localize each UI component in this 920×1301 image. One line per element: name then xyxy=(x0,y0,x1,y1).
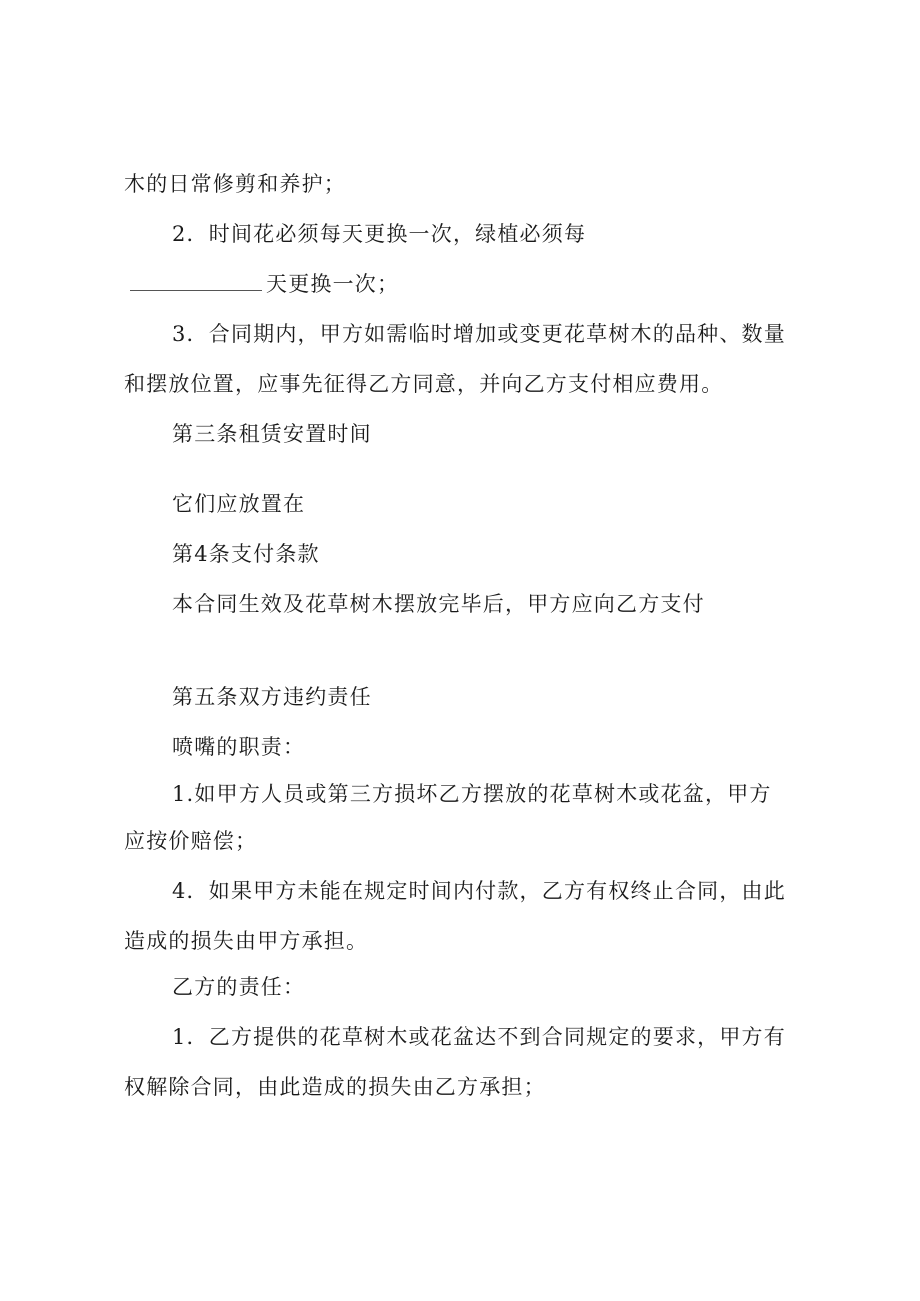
text-line: 和摆放位置，应事先征得乙方同意，并向乙方支付相应费用。 xyxy=(124,372,724,396)
text-line: 乙方的责任： xyxy=(172,975,306,999)
text-line: 3．合同期内，甲方如需临时增加或变更花草树木的品种、数量 xyxy=(172,322,786,346)
section-heading: 第五条双方违约责任 xyxy=(172,685,372,709)
text-line: 本合同生效及花草树木摆放完毕后，甲方应向乙方支付 xyxy=(172,592,705,616)
text-line: 喷嘴的职责： xyxy=(172,735,306,759)
text-line: 1.如甲方人员或第三方损坏乙方摆放的花草树木或花盆，甲方 xyxy=(172,782,772,806)
text-line: 1．乙方提供的花草树木或花盆达不到合同规定的要求，甲方有 xyxy=(172,1025,786,1049)
text-span: 天更换一次； xyxy=(266,272,400,296)
text-line: 木的日常修剪和养护； xyxy=(124,172,346,196)
text-line: 4．如果甲方未能在规定时间内付款，乙方有权终止合同，由此 xyxy=(172,879,786,903)
text-line-with-blank xyxy=(130,270,399,298)
section-heading: 第4条支付条款 xyxy=(172,542,320,566)
text-line: 它们应放置在 xyxy=(172,492,306,516)
text-line: 造成的损失由甲方承担。 xyxy=(124,929,369,953)
fill-in-blank xyxy=(130,272,262,291)
text-line: 权解除合同，由此造成的损失由乙方承担； xyxy=(124,1075,546,1099)
section-heading: 第三条租赁安置时间 xyxy=(172,422,372,446)
text-line: 2．时间花必须每天更换一次，绿植必须每 xyxy=(172,222,587,246)
text-line: 应按价赔偿； xyxy=(124,829,258,853)
